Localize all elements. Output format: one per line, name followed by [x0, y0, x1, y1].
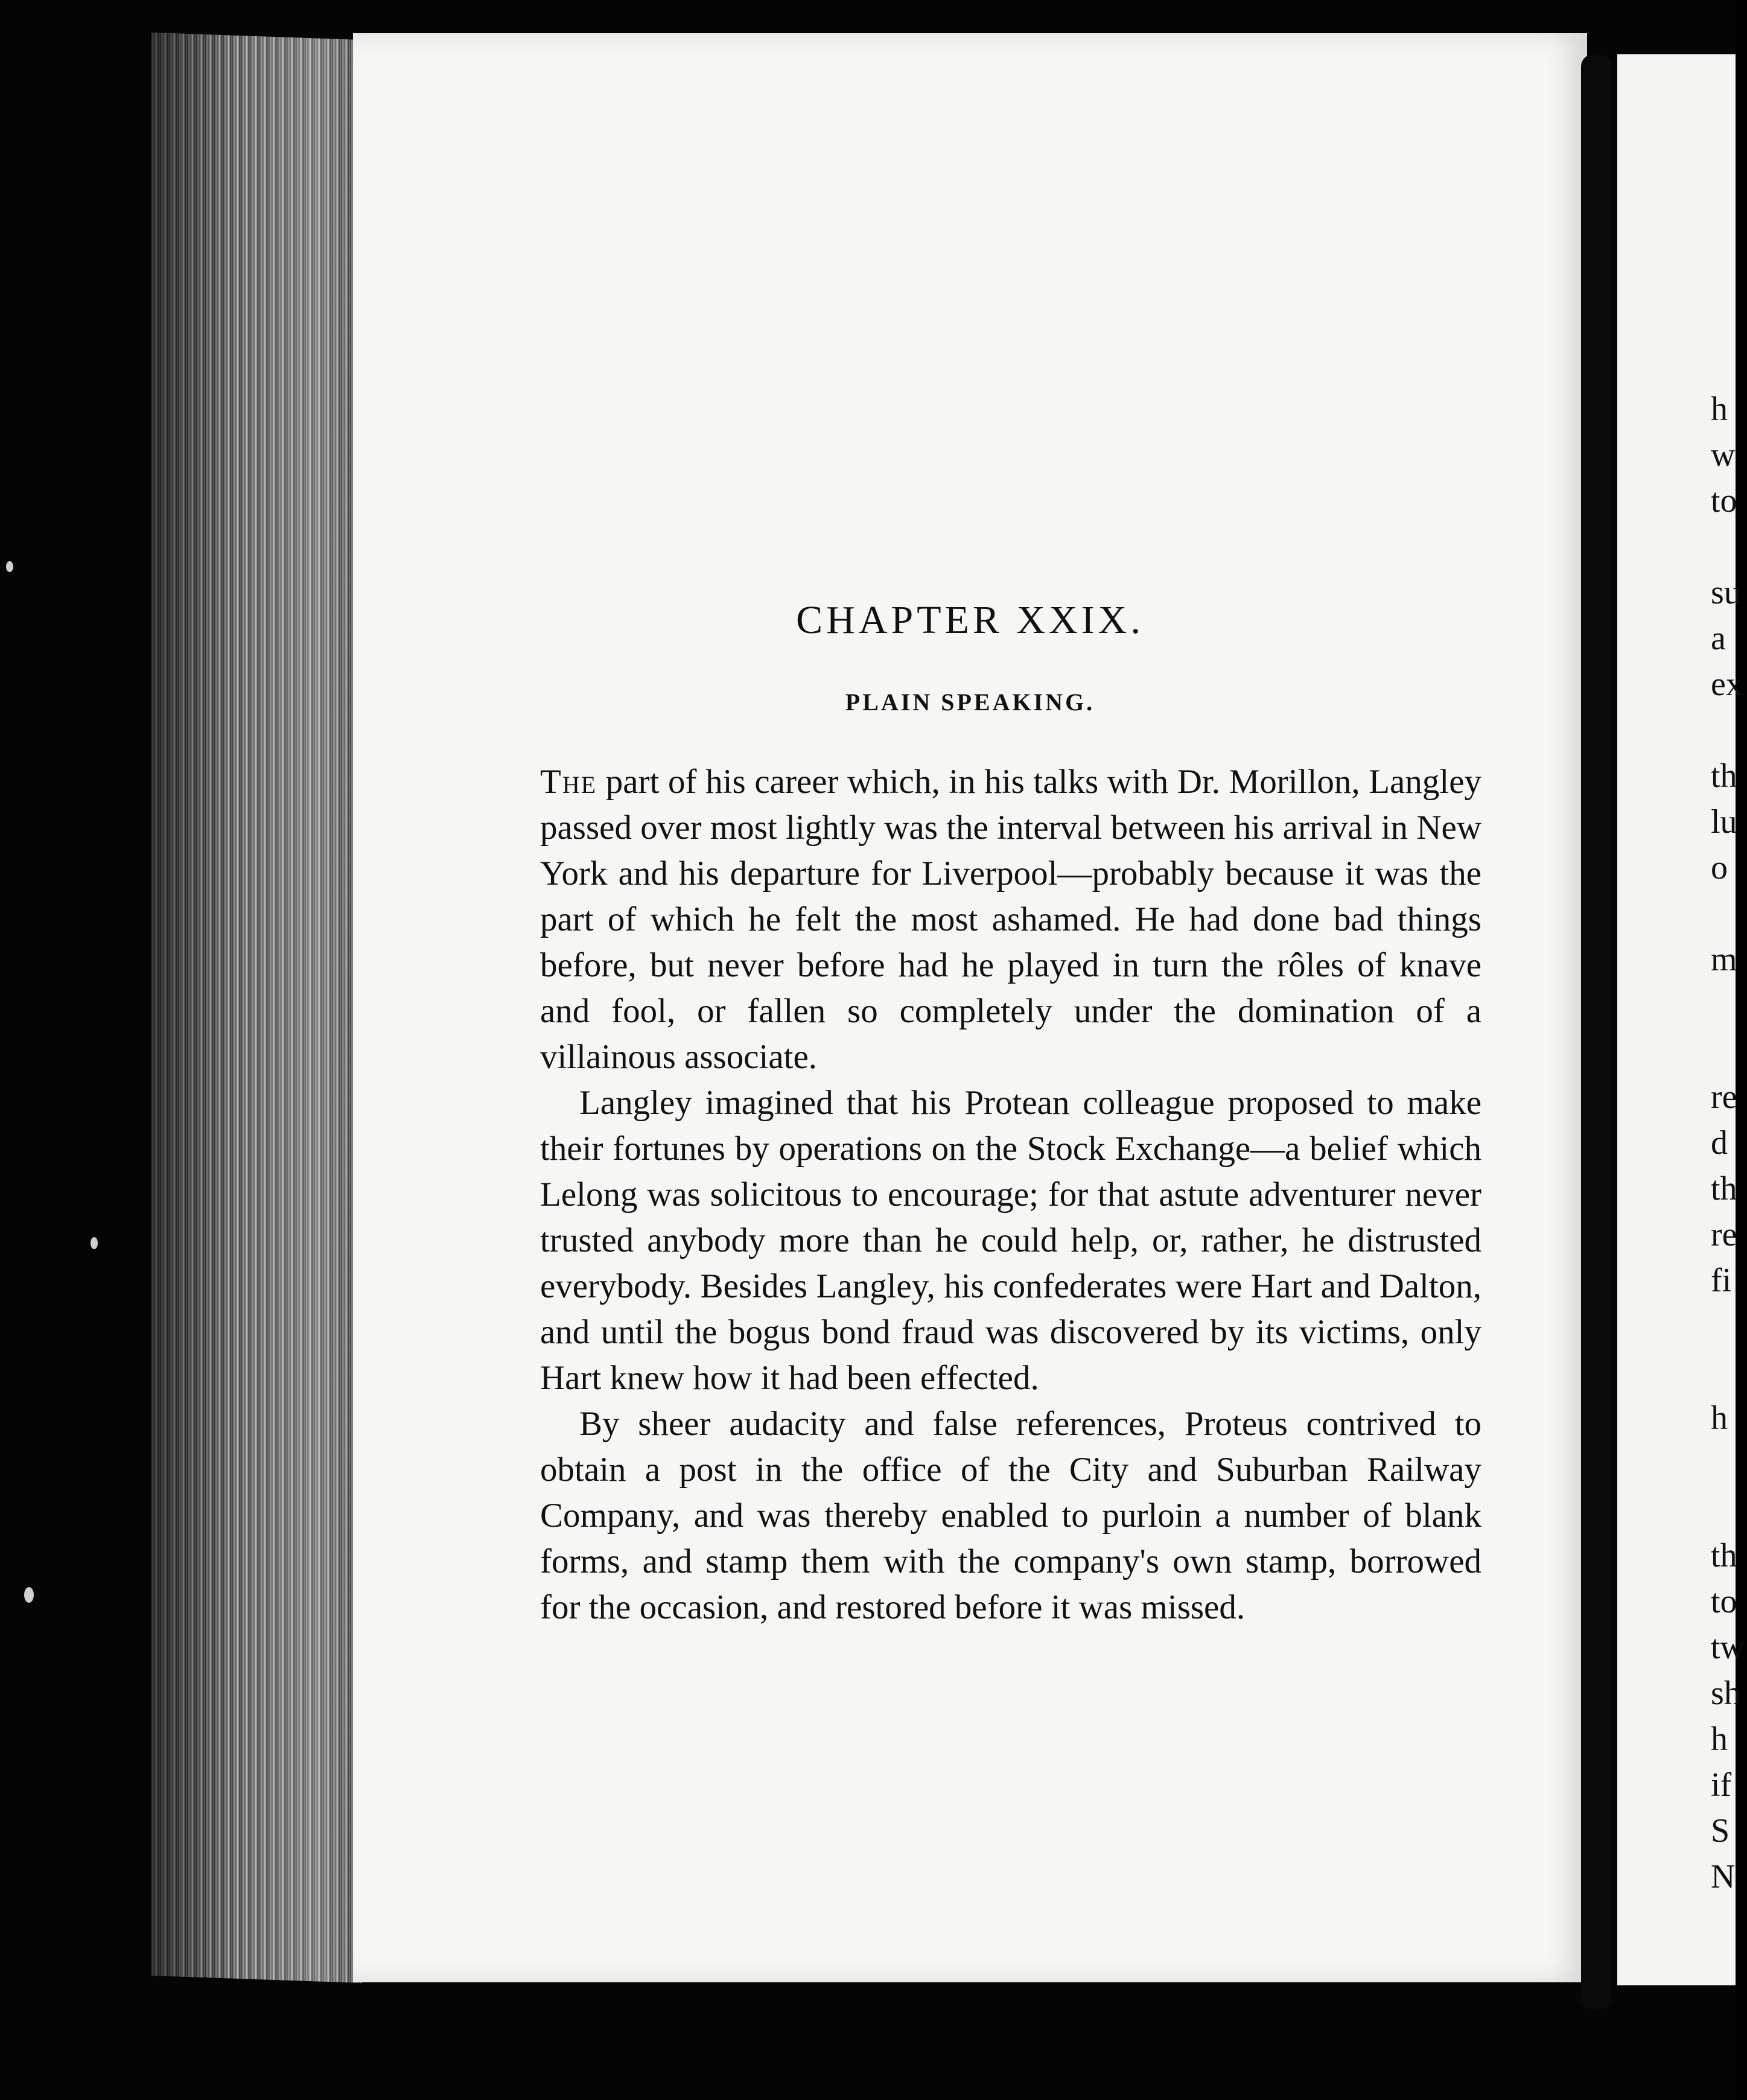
paragraph-lead: The: [540, 763, 597, 801]
dust-speck: [91, 1237, 98, 1249]
dust-speck: [6, 561, 13, 572]
paragraph-text: part of his career which, in his talks with Dr. Morillon, Langley passed over most lightly was the interval between his arrival in New York and his departure for Liverpool—probably because it was the part of which he felt the most ashamed. He had done bad things before, but never before had he played in turn the rôles of knave and fool, or fallen so completely under the domination of a villainous associate.: [540, 763, 1481, 1076]
paragraph: [540, 759, 1481, 1080]
page-edges: [151, 33, 362, 1983]
body-text: [540, 759, 1481, 1631]
facing-page-text: h w to su a ex th lu o m re d th re fi h th to tw sh h if S N: [1711, 390, 1745, 1895]
paragraph: Langley imagined that his Protean colleague proposed to make their fortunes by operations on the Stock Exchange—a belief which Lelong was solicitous to encourage; for that astute adventurer never trusted anybody more than he could help, or, rather, he distrusted everybody. Besides Langley, his confederates were Hart and Dalton, and until the bogus bond fraud was discovered by its victims, only Hart knew how it had been effected.: [540, 1084, 1481, 1397]
chapter-title: CHAPTER XXIX.: [796, 598, 1144, 642]
book-gutter: [1581, 54, 1611, 2009]
paragraph: By sheer audacity and false references, Proteus contrived to obtain a post in the office of the City and Suburban Railway Company, and was thereby enabled to purloin a number of blank forms, and stamp them with the company's own stamp, borrowed for the occasion, and restored before it was missed.: [540, 1405, 1481, 1626]
section-title: PLAIN SPEAKING.: [845, 689, 1095, 716]
dust-speck: [24, 1587, 34, 1603]
